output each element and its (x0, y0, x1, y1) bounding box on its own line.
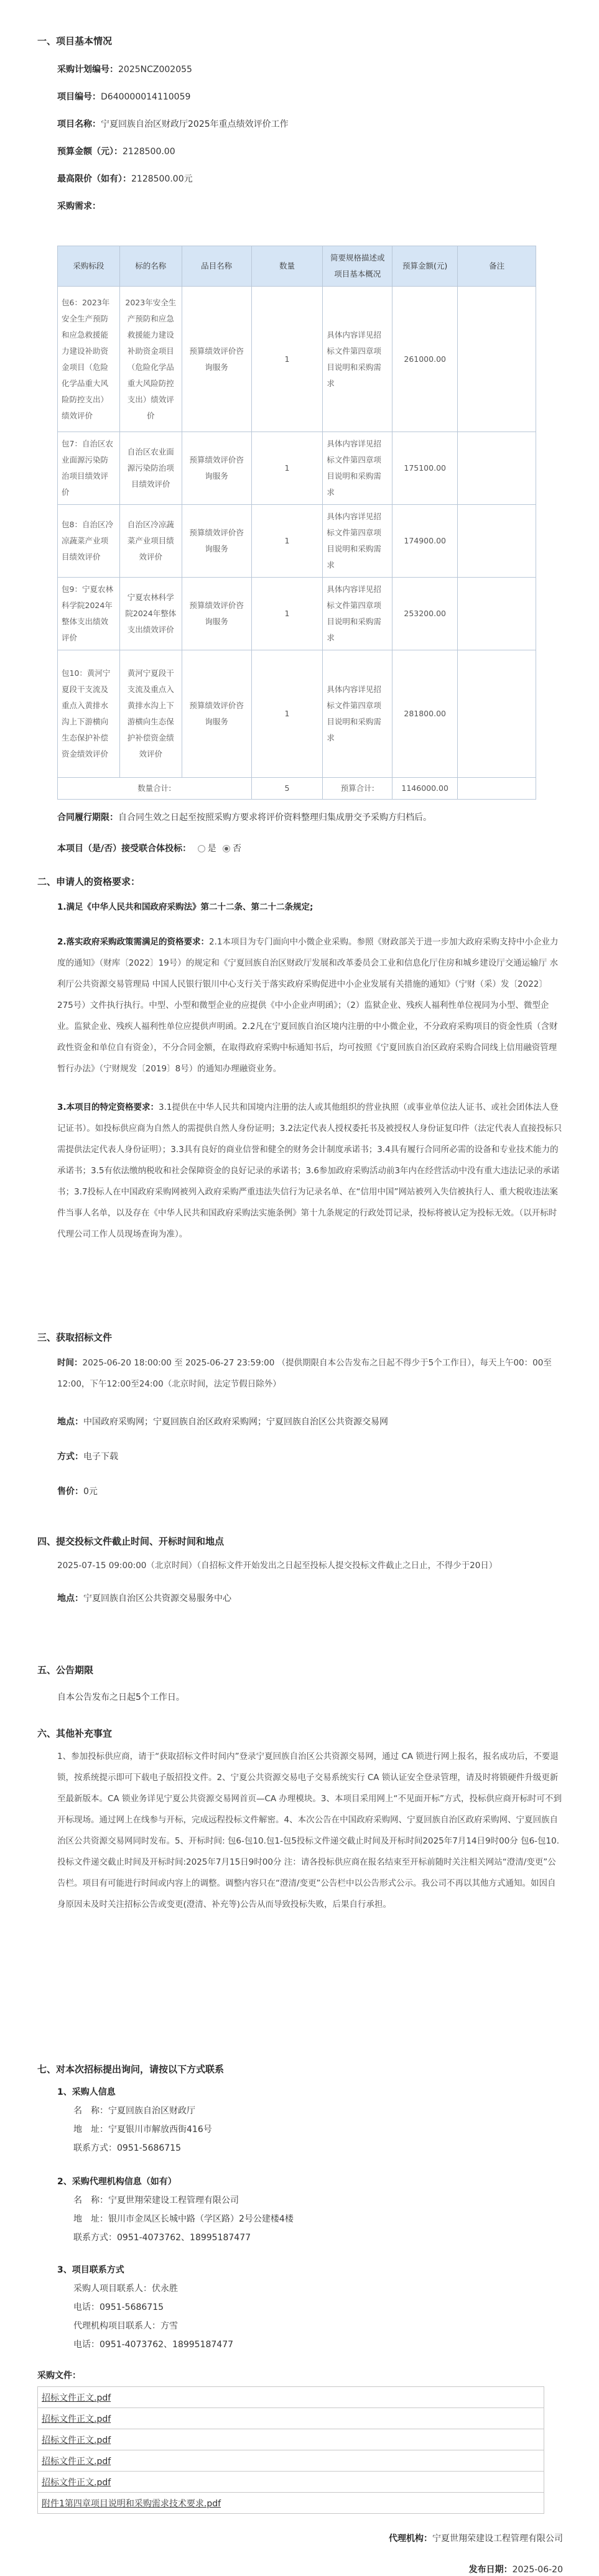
section-title: 四、提交投标文件截止时间、开标时间和地点 (37, 1536, 225, 1547)
radio-yes[interactable] (198, 845, 205, 852)
radio-no[interactable] (223, 845, 230, 852)
requirements-table-wrap (57, 246, 583, 800)
obtain-time: 时间：2025-06-20 18:00:00 至 2025-06-27 23:59:00 （提供期限自本公告发布之日起不得少于5个工作日），每天上午00：00至12:00，下午12:00至24:00（北京时间，法定节假日除外） (57, 1358, 552, 1389)
requirements-label: 采购需求： (57, 201, 101, 211)
table-total-row: 数量合计: 5 预算合计: 1146000.00 (58, 778, 536, 800)
obtain-method: 方式：电子下载 (57, 1452, 118, 1462)
agent-info: 名 称：宁夏世翔荣建设工程管理有限公司 地 址：银川市金凤区长城中路（学区路）2号公建楼4楼 联系方式：0951-4073762、18995187477 (73, 2195, 294, 2243)
other-text: 1、参加投标供应商，请于“获取招标文件时间内”登录宁夏回族自治区公共资源交易网，通过 CA 锁进行网上报名，报名成功后，不要退锁，按系统提示即可下载电子版招投文件。2、宁夏公共资源交易电子交易系统实行 CA 锁认证安全登录管理，请及时将锁硬件升级更新至最新版本。CA 锁业务详见宁夏公共资源交易网首页—CA 办理模块。3、本项目采用网上“不见面开标”方式，投标供应商开标时可不到开标现场。通过网上在线参与开标，完成远程投标文件解密。4、本次公告在中国政府采购网、宁夏回族自治区政府采购网、宁夏回族自治区公共资源交易网同时发布。5、开标时间: 包6-包10.包1-包5投标文件递交截止时间及开标时间2025年7月14日9时00分 包6-包10.投标文件递交截止时间及开标时间:2025年7月15日9时00分 注：请各投标供应商在报名结束至开标前随时关注相关网站“澄清/变更”公告栏。项目有可能进行时间或内容上的调整。调整内容只在“澄清/变更”公告栏中以公告形式公示。我公司不再以其他方式通知。如因自身原因未及时关注招标公告或变更(澄清、补充等)公告从而导致投标失败，后果自行承担。 (57, 1752, 562, 1909)
file-link[interactable]: 招标文件正文.pdf (42, 2477, 111, 2488)
project-contact-title: 3、项目联系方式 (57, 2265, 124, 2275)
obtain-price: 售价：0元 (57, 1487, 98, 1497)
section-basic-info (37, 34, 563, 213)
footer-date: 发布日期：2025-06-20 (468, 2565, 563, 2575)
section-other (37, 1727, 563, 1915)
table-row: 包7：自治区农业面源污染防治项目绩效评价 自治区农业面源污染防治项目绩效评价 预算绩效评价咨询服务 1 具体内容详见招标文件第四章项目说明和采购需求 175100.00 (58, 432, 536, 505)
section-title: 七、对本次招标提出询问，请按以下方式联系 (37, 2064, 225, 2075)
obtain-place: 地点：中国政府采购网；宁夏回族自治区政府采购网；宁夏回族自治区公共资源交易网 (57, 1417, 388, 1427)
budget-amount: 预算金额（元）：2128500.00 (57, 147, 175, 157)
agent-title: 2、采购代理机构信息（如有） (57, 2177, 177, 2187)
header-qty: 数量 (251, 246, 323, 287)
contract-info (37, 811, 563, 855)
header-lot: 采购标段 (58, 246, 120, 287)
section-period (37, 1663, 563, 1704)
list-item (38, 2387, 544, 2408)
plan-number: 采购计划编号：2025NCZ002055 (57, 65, 192, 75)
qual-3: 3.本项目的特定资格要求：3.1提供在中华人民共和国境内注册的法人或其他组织的营业执照（或事业单位法人证书、或社会团体法人登记证书）。如投标供应商为自然人的需提供自然人身份证明；3.2法定代表人授权委托书及被授权人身份证复印件（法定代表人直接投标只需提供法定代表人身份证明）；3.3具有良好的商业信誉和健全的财务会计制度承诺书；3.4具有履行合同所必需的设备和专业技术能力的承诺书；3.5有依法缴纳税收和社会保障资金的良好记录的承诺书；3.6参加政府采购活动前3年内在经营活动中没有重大违法记录的承诺书；3.7投标人在中国政府采购网被列入政府采购严重违法失信行为记录名单、在“信用中国”网站被列入失信被执行人、重大税收违法案件当事人名单，以及存在《中华人民共和国政府采购法实施条例》第十九条规定的行政处罚记录，投标将被认定为投标无效。（以开标时代理公司工作人员现场查询为准）。 (57, 1102, 562, 1239)
buyer-info: 名 称：宁夏回族自治区财政厅 地 址：宁夏银川市解放西街416号 联系方式：0951-5686715 (73, 2106, 212, 2153)
header-item: 品目名称 (182, 246, 251, 287)
section-title: 一、项目基本情况 (37, 35, 113, 47)
table-row: 包10：黄河宁夏段干支流及重点入黄排水沟上下游横向生态保护补偿资金绩效评价 黄河宁夏段干支流及重点入黄排水沟上下游横向生态保护补偿资金绩效评价 预算绩效评价咨询服务 1 具体内容详见招标文件第四章项目说明和采购需求 281800.00 (58, 650, 536, 778)
period-text: 自本公告发布之日起5个工作日。 (57, 1692, 185, 1702)
contract-period: 合同履行期限：自合同生效之日起至按照采购方要求将评价资料整理归集成册交予采购方归档后。 (57, 813, 432, 823)
footer-agent: 代理机构：宁夏世翔荣建设工程管理有限公司 (389, 2534, 563, 2544)
list-item (38, 2472, 544, 2493)
table-row: 包6：2023年安全生产预防和应急救援能力建设补助资金项目（危险化学品重大风险防控支出）绩效评价 2023年安全生产预防和应急救援能力建设补助资金项目（危险化学品重大风险防控支出）绩效评价 预算绩效评价咨询服务 1 具体内容详见招标文件第四章项目说明和采购需求 261000.00 (58, 287, 536, 432)
file-link[interactable]: 附件1第四章项目说明和采购需求技术要求.pdf (42, 2498, 221, 2509)
file-link[interactable]: 招标文件正文.pdf (42, 2435, 111, 2445)
requirements-table (57, 246, 536, 800)
section-title: 五、公告期限 (37, 1664, 94, 1676)
files-table (37, 2386, 544, 2514)
footer (37, 2532, 563, 2576)
file-link[interactable]: 招标文件正文.pdf (42, 2456, 111, 2467)
project-contact-info: 采购人项目联系人：伏永胜 电话：0951-5686715 代理机构项目联系人：方雪 电话：0951-4073762、18995187477 (73, 2284, 234, 2350)
list-item (38, 2408, 544, 2429)
qual-1: 1.满足《中华人民共和国政府采购法》第二十二条、第二十二条规定; (57, 902, 313, 912)
section-files (37, 2369, 563, 2514)
file-link[interactable]: 招标文件正文.pdf (42, 2414, 111, 2424)
section-obtain-docs (37, 1331, 563, 1498)
section-contact (37, 2062, 563, 2354)
max-price: 最高限价（如有）：2128500.00元 (57, 174, 193, 184)
table-header-row (58, 246, 536, 287)
file-link[interactable]: 招标文件正文.pdf (42, 2393, 111, 2403)
deadline-time: 2025-07-15 09:00:00（北京时间）（自招标文件开始发出之日起至投标人提交投标文件截止之日止，不得少于20日） (57, 1561, 498, 1571)
project-name: 项目名称：宁夏回族自治区财政厅2025年重点绩效评价工作 (57, 119, 289, 129)
buyer-title: 1、采购人信息 (57, 2087, 116, 2097)
table-row: 包8：自治区冷凉蔬菜产业项目绩效评价 自治区冷凉蔬菜产业项目绩效评价 预算绩效评价咨询服务 1 具体内容详见招标文件第四章项目说明和采购需求 174900.00 (58, 505, 536, 578)
section-deadline (37, 1535, 563, 1605)
section-title: 六、其他补充事宜 (37, 1728, 113, 1739)
header-desc: 简要规格描述或项目基本概况 (323, 246, 392, 287)
list-item (38, 2493, 544, 2514)
project-number: 项目编号：D640000014110059 (57, 92, 191, 102)
list-item (38, 2450, 544, 2472)
list-item (38, 2429, 544, 2450)
section-title: 二、申请人的资格要求： (37, 876, 141, 887)
section-title: 三、获取招标文件 (37, 1332, 113, 1343)
section-qualifications (37, 875, 563, 1245)
qual-2: 2.落实政府采购政策需满足的资格要求：2.1本项目为专门面向中小微企业采购。参照《财政部关于进一步加大政府采购支持中小企业力度的通知》（财库〔2022〕19号）的规定和《宁夏回族自治区财政厅发展和改革委员会工业和信息化厅住房和城乡建设厅交通运输厅 水利厅公共资源交易管理局 中国人民银行银川中心支行关于落实政府采购促进中小企业发展有关措施的通知》（宁财（采）发〔2022〕275号）文件执行执行。中型、小型和微型企业的应提供《中小企业声明函》；（2）监狱企业、残疾人福利性单位视同为小型、微型企业。监狱企业、残疾人福利性单位应提供声明函。2.2凡在宁夏回族自治区境内注册的中小微企业，不分政府采购项目的资金性质（含财政性资金和单位自有资金），不分合同金额，在取得政府采购中标通知书后，均可按照《宁夏回族自治区政府采购合同线上信用融资管理暂行办法》（宁财规发〔2019〕8号）的通知办理融资业务。 (57, 937, 559, 1074)
header-name: 标的名称 (119, 246, 182, 287)
header-note: 备注 (458, 246, 536, 287)
header-amount: 预算金额(元) (392, 246, 458, 287)
table-row: 包9：宁夏农林科学院2024年整体支出绩效评价 宁夏农林科学院2024年整体支出绩效评价 预算绩效评价咨询服务 1 具体内容详见招标文件第四章项目说明和采购需求 253200.00 (58, 578, 536, 650)
files-label: 采购文件： (37, 2371, 81, 2381)
consortium-option: 本项目（是/否）接受联合体投标： 是 否 (57, 844, 242, 854)
deadline-place: 地点：宁夏回族自治区公共资源交易服务中心 (57, 1594, 231, 1604)
